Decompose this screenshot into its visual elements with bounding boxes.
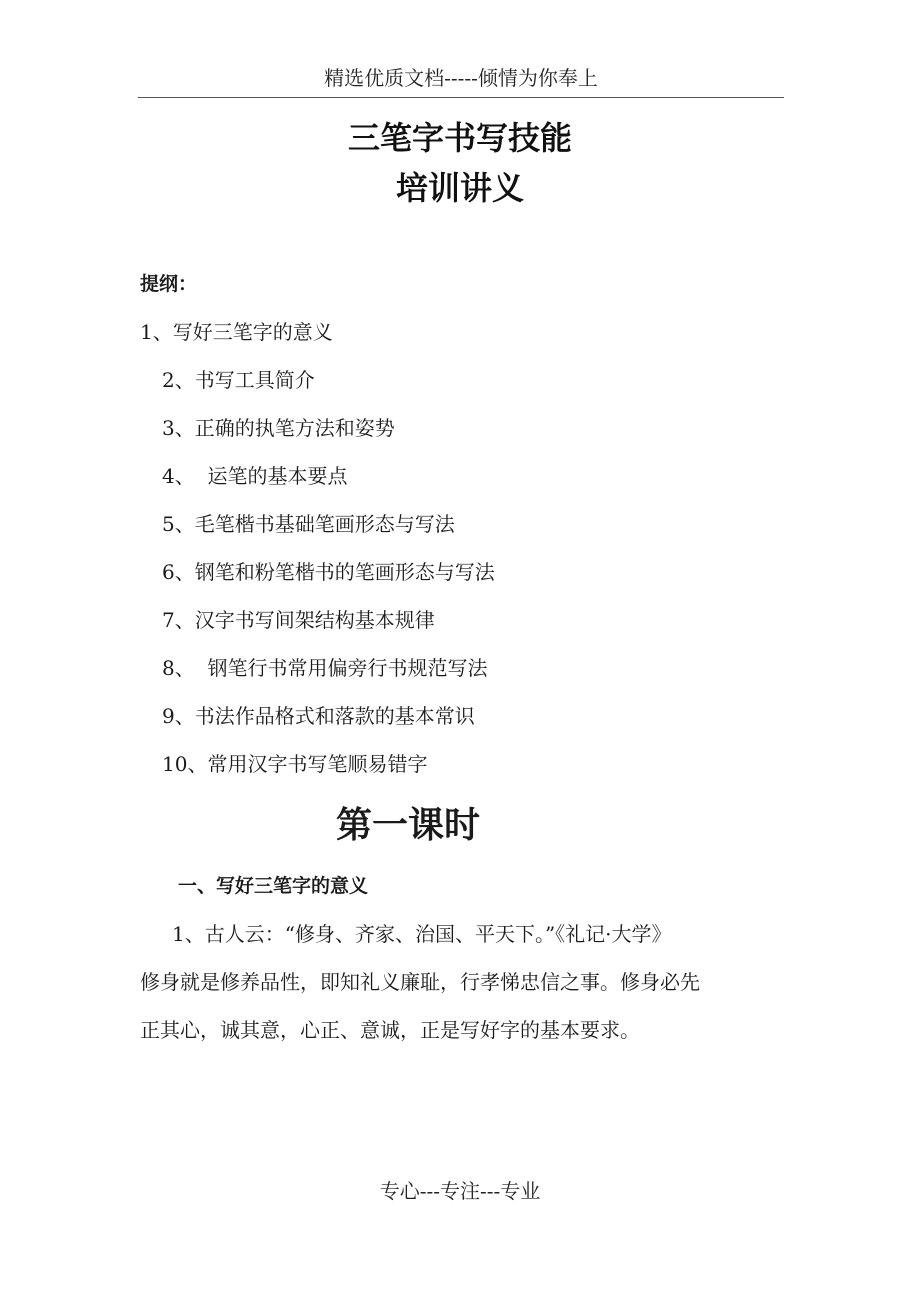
outline-item: 6、钢笔和粉笔楷书的笔画形态与写法 <box>162 560 495 584</box>
page-footer: 专心---专注---专业 <box>379 1179 541 1203</box>
outline-item: 7、汉字书写间架结构基本规律 <box>162 608 435 632</box>
outline-item: 3、正确的执笔方法和姿势 <box>162 416 395 440</box>
outline-item: 2、书写工具简介 <box>162 368 315 392</box>
outline-item: 10、常用汉字书写笔顺易错字 <box>162 752 428 776</box>
outline-item: 8、 钢笔行书常用偏旁行书规范写法 <box>162 656 488 680</box>
outline-item: 5、毛笔楷书基础笔画形态与写法 <box>162 512 455 536</box>
outline-label: 提纲： <box>140 273 198 295</box>
header-divider <box>138 97 784 98</box>
paragraph-line: 正其心，诚其意，心正、意诚，正是写好字的基本要求。 <box>140 1018 640 1042</box>
outline-item: 9、书法作品格式和落款的基本常识 <box>162 704 475 728</box>
document-title-line-2: 培训讲义 <box>395 169 524 207</box>
document-title-line-1: 三笔字书写技能 <box>347 119 572 157</box>
paragraph-line: 修身就是修养品性，即知礼义廉耻，行孝悌忠信之事。修身必先 <box>140 970 700 994</box>
section-heading: 一、写好三笔字的意义 <box>178 875 369 897</box>
lesson-title: 第一课时 <box>335 805 480 846</box>
page-header: 精选优质文档-----倾情为你奉上 <box>324 66 598 90</box>
outline-item: 1、写好三笔字的意义 <box>140 320 333 344</box>
paragraph-line: 1、古人云：“修身、齐家、治国、平天下。”《礼记·大学》 <box>172 922 672 946</box>
outline-item: 4、 运笔的基本要点 <box>162 464 348 488</box>
